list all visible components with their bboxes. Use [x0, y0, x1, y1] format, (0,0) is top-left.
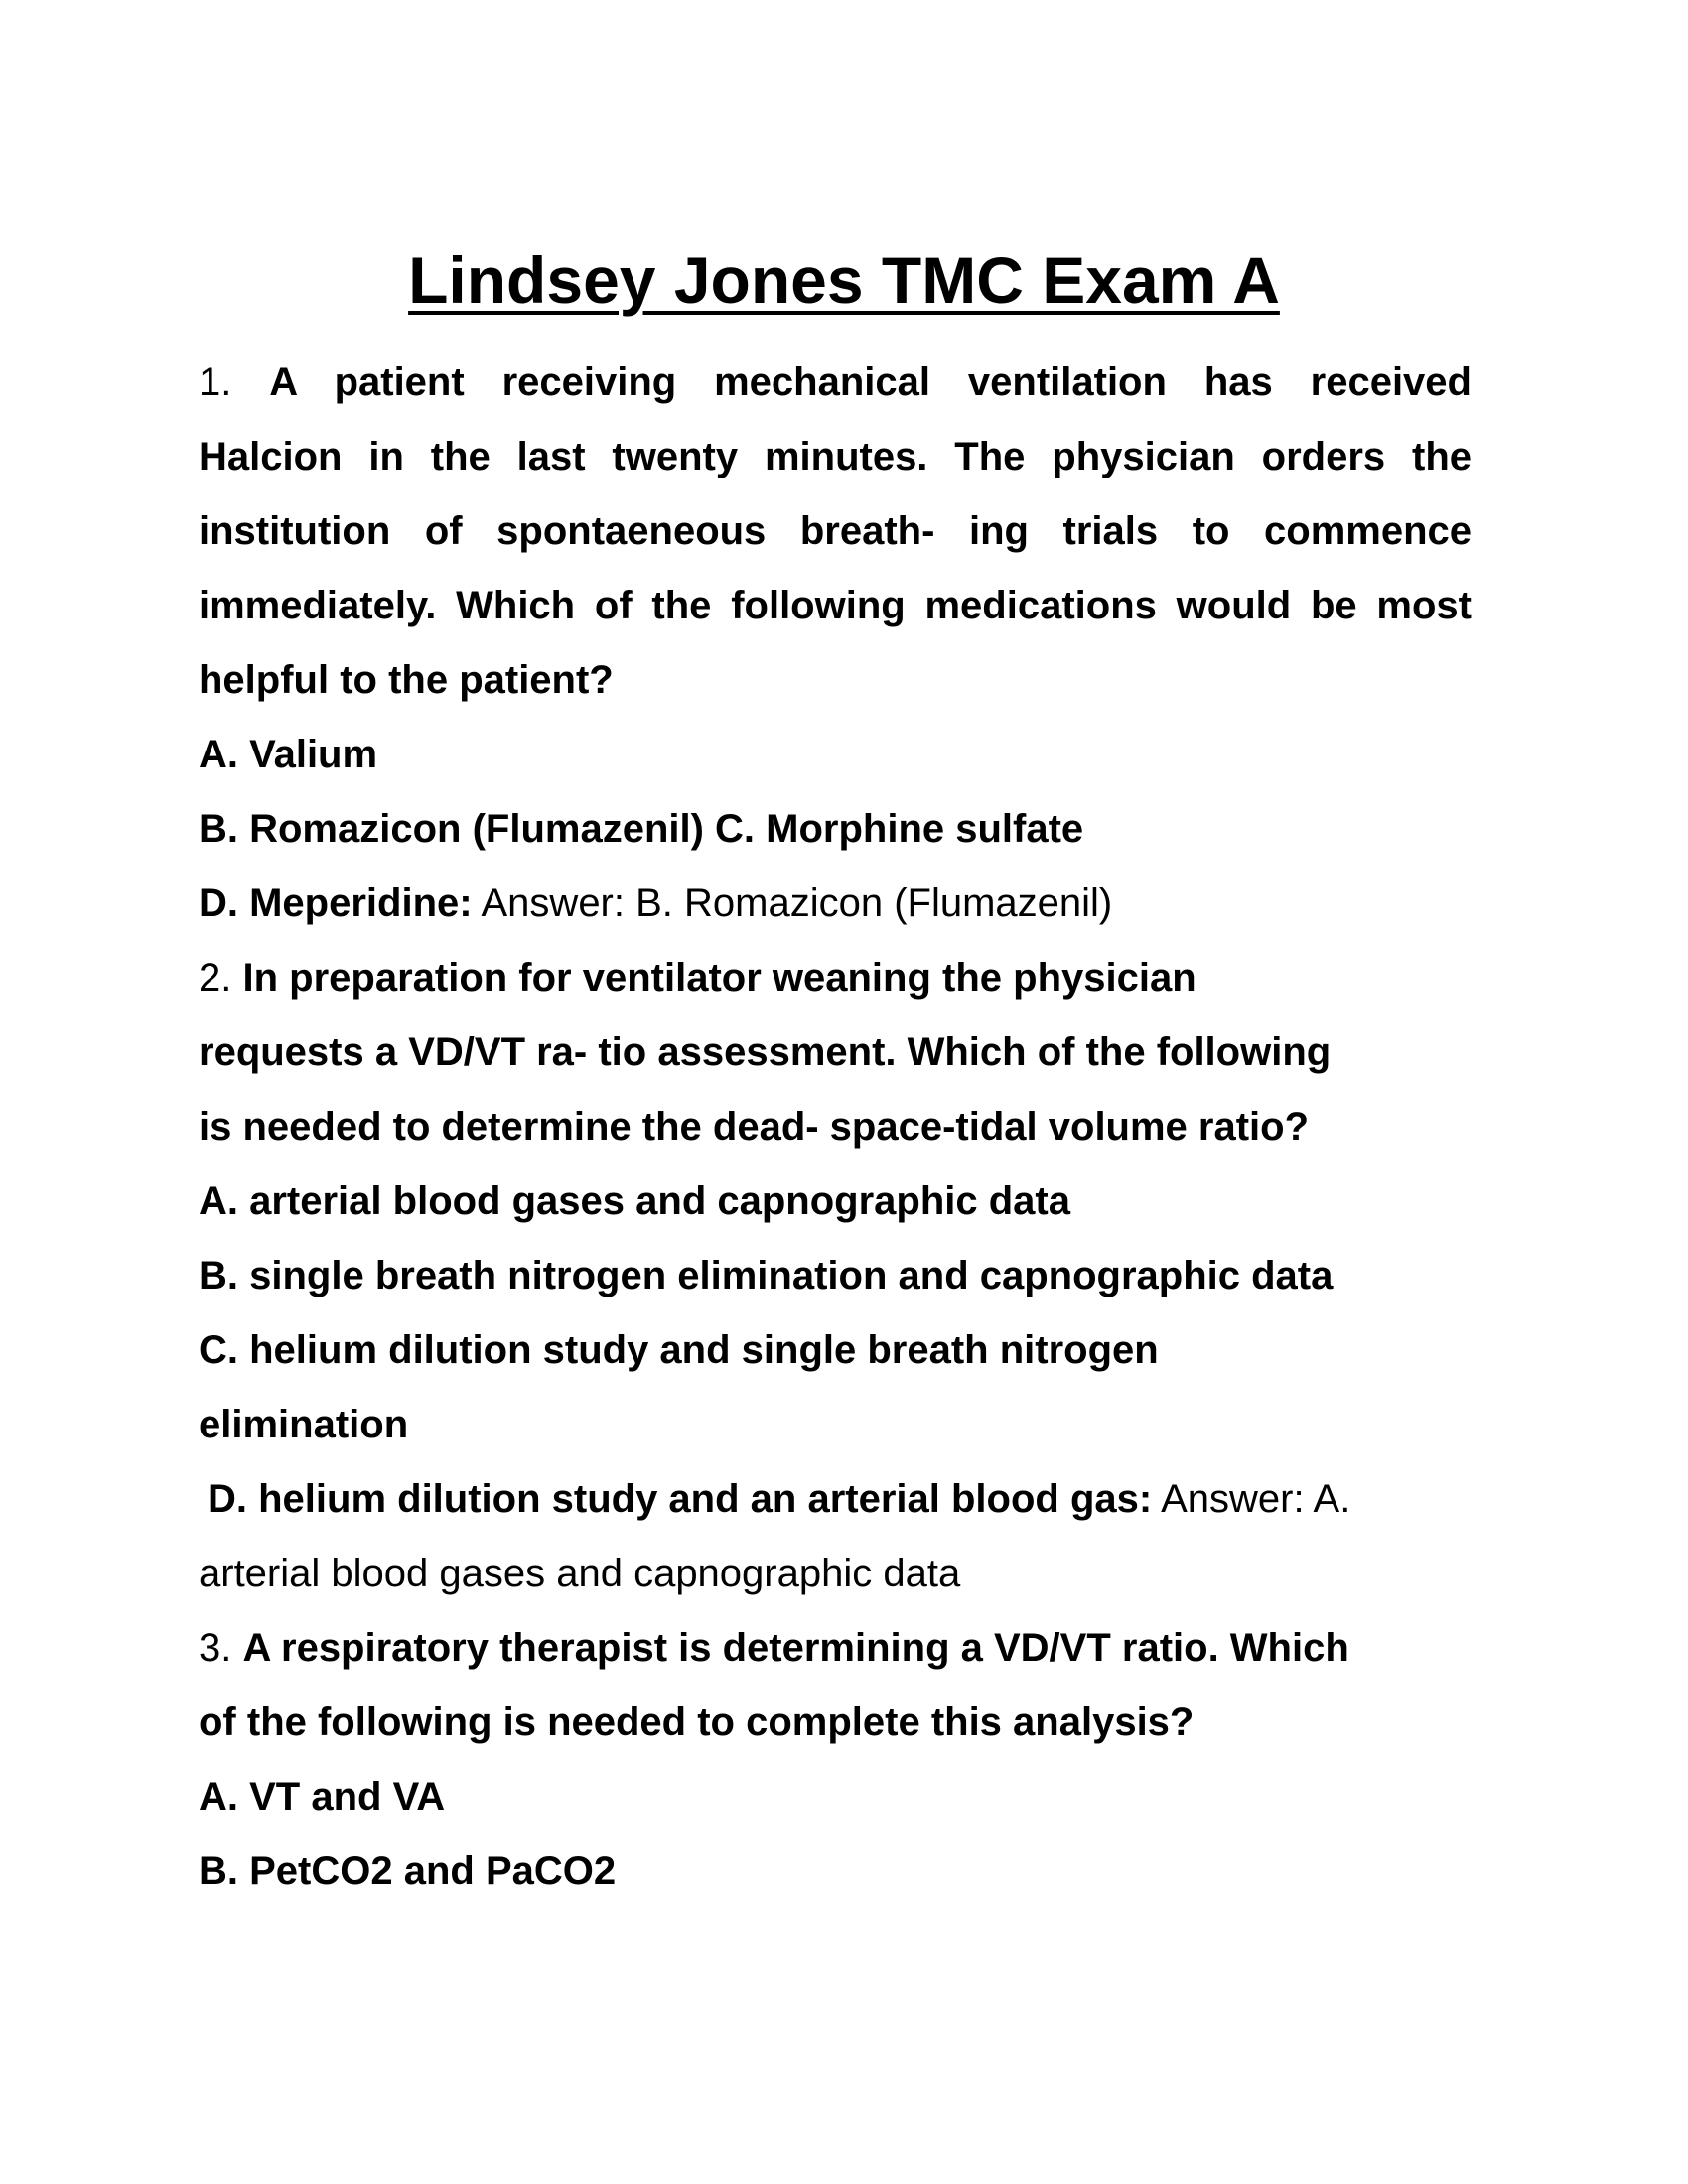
question-stem-line: immediately. Which of the following medications would be most [199, 584, 1472, 627]
answer-option: B. Romazicon (Flumazenil) C. Morphine sulfate [199, 807, 1084, 851]
question-stem-line: Halcion in the last twenty minutes. The physician orders the [199, 435, 1472, 478]
answer-option: A. arterial blood gases and capnographic data [199, 1179, 1070, 1223]
answer-option: D. helium dilution study and an arterial blood gas: [208, 1477, 1153, 1521]
question-stem-text: A respiratory therapist is determining a VD/VT ratio. Which [242, 1626, 1349, 1670]
question-stem-line [199, 1623, 1349, 1673]
answer-option: B. single breath nitrogen elimination and capnographic data [199, 1254, 1334, 1297]
answer-option: A. Valium [199, 733, 378, 776]
question-stem-line: institution of spontaeneous breath- ing trials to commence [199, 509, 1472, 553]
answer-option: C. helium dilution study and single breath nitrogen [199, 1328, 1159, 1372]
question-stem-line: requests a VD/VT ra- tio assessment. Which of the following [199, 1030, 1332, 1074]
question-stem-line: is needed to determine the dead- space-tidal volume ratio? [199, 1105, 1310, 1149]
answer-option: D. Meperidine: [199, 882, 473, 925]
question-stem-text: A patient receiving mechanical ventilation has received [269, 360, 1472, 404]
answer-key: Answer: B. Romazicon (Flumazenil) [481, 882, 1113, 925]
question-number: 1. [199, 360, 232, 404]
document-title [0, 240, 1688, 320]
question-stem-line: helpful to the patient? [199, 658, 614, 702]
question-stem-line [199, 357, 1472, 407]
answer-option: B. PetCO2 and PaCO2 [199, 1849, 617, 1893]
answer-option: A. VT and VA [199, 1775, 446, 1819]
question-stem-line [199, 953, 1196, 1003]
answer-option-line [208, 1474, 1350, 1524]
answer-option-continuation: elimination [199, 1403, 409, 1446]
answer-key-continuation: arterial blood gases and capnographic data [199, 1552, 961, 1595]
document-title-text: Lindsey Jones TMC Exam A [408, 243, 1280, 317]
question-stem-text: In preparation for ventilator weaning the physician [242, 956, 1196, 1000]
question-number: 2. [199, 956, 232, 1000]
answer-option-line [199, 879, 1112, 928]
question-stem-line: of the following is needed to complete this analysis? [199, 1701, 1195, 1744]
answer-key: Answer: A. [1161, 1477, 1351, 1521]
question-number: 3. [199, 1626, 232, 1670]
